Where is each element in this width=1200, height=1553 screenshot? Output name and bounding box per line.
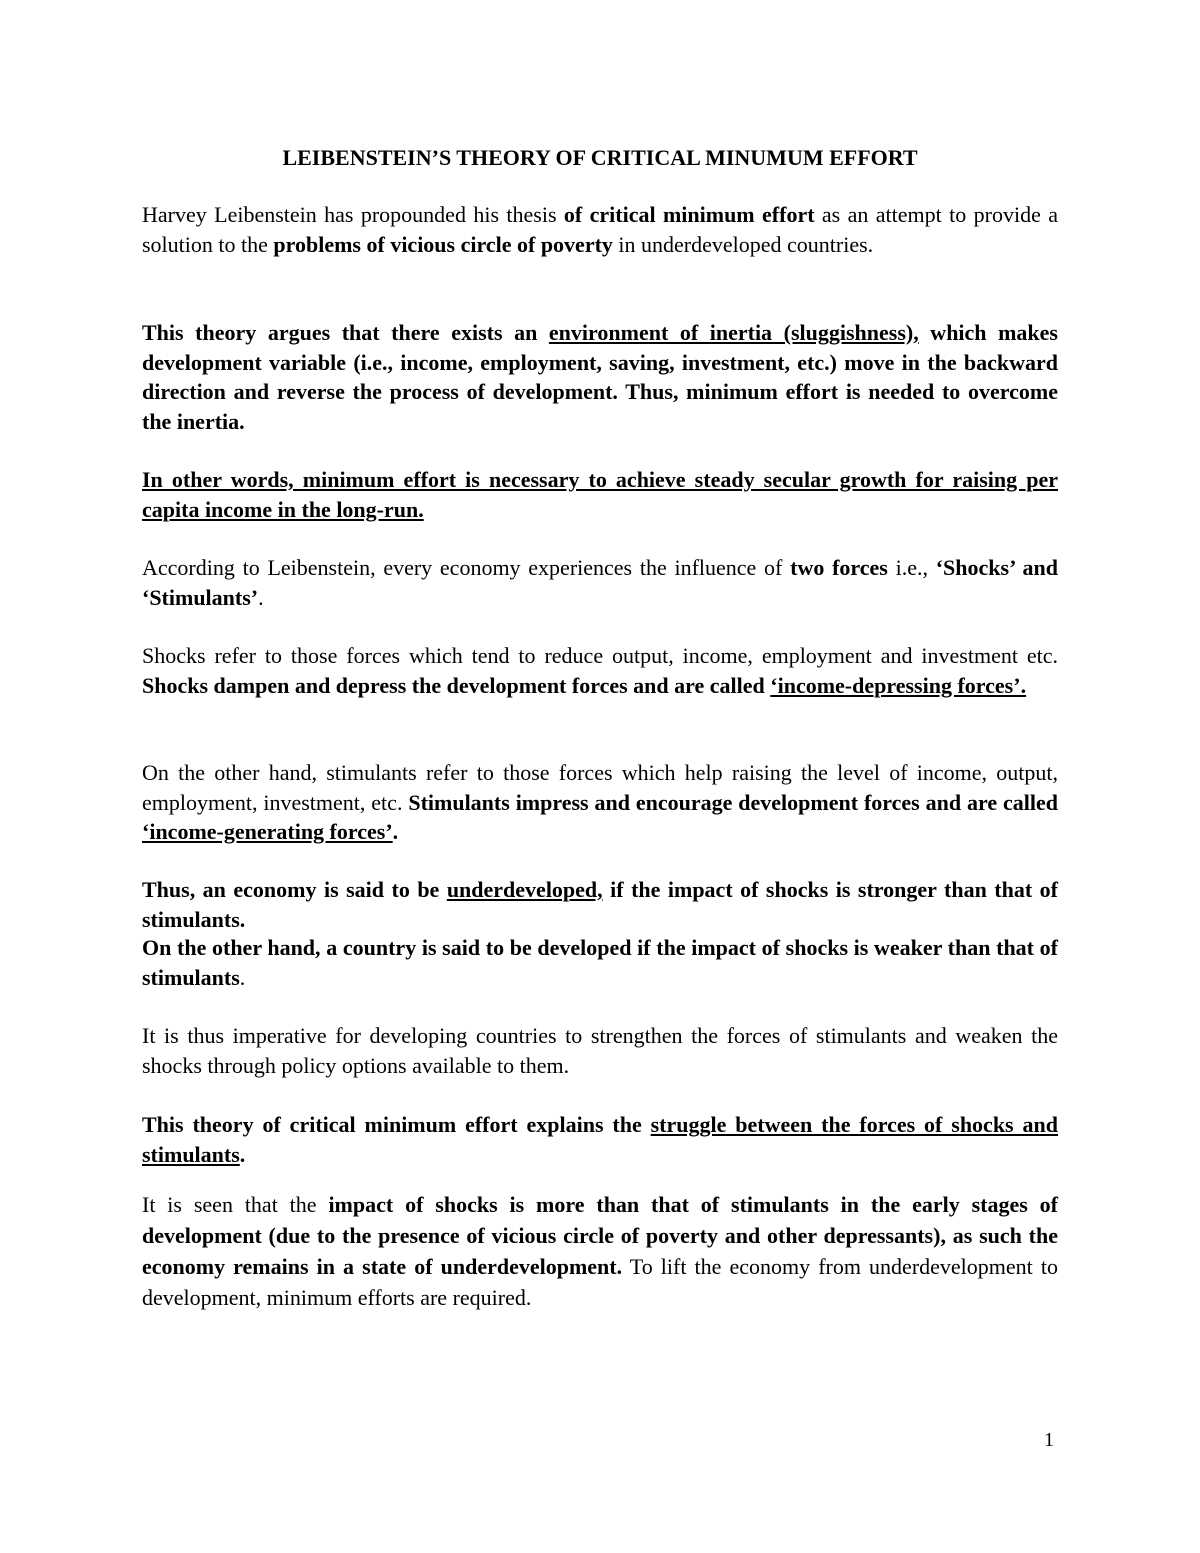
text-run: . [258, 584, 264, 610]
paragraph-inertia [142, 318, 1058, 436]
paragraph-two-forces [142, 553, 1058, 612]
text-run: Shocks dampen and depress the development forces and are called [142, 672, 771, 698]
page-number: 1 [1044, 1429, 1054, 1451]
text-run: Shocks refer to those forces which tend to reduce output, income, employment and investment etc. [142, 643, 1058, 668]
paragraph-other-words [142, 465, 1058, 524]
text-run: Harvey Leibenstein has propounded his thesis [142, 202, 564, 227]
text-run: in underdeveloped countries. [612, 231, 874, 257]
text-run: This theory of critical minimum effort explains the [142, 1112, 651, 1137]
text-run: which makes development variable (i.e., income, employment, saving, investment, etc.) move in the backward direction and reverse the process of development. Thus, minimum effort is needed to overcome the inertia. [142, 320, 1058, 434]
paragraph-stimulants [142, 758, 1058, 847]
paragraph-conclusion [142, 1189, 1058, 1313]
text-run: two forces [790, 555, 888, 580]
text-run: ‘income-depressing forces’. [770, 672, 1027, 698]
text-run: struggle between the forces of shocks and stimulants [142, 1112, 1058, 1167]
text-run: i.e., [887, 555, 936, 580]
text-run: impact of shocks is more than that of stimulants in the early stages of development (due to the presence of vicious circle of poverty and other depressants), as such the economy remains in a state of underdevelopment. [142, 1192, 1059, 1279]
paragraph-shocks [142, 641, 1058, 700]
text-run: This theory argues that there exists an [142, 320, 549, 345]
paragraph-struggle [142, 1110, 1058, 1169]
paragraph-developed [142, 933, 1058, 992]
text-run: On the other hand, a country is said to be developed if the impact of shocks is weaker than that of stimulants [142, 935, 1058, 990]
text-run: According to Leibenstein, every economy experiences the influence of [142, 555, 791, 580]
text-run: of critical minimum effort [563, 202, 815, 227]
paragraph-imperative [142, 1021, 1058, 1080]
document-title: LEIBENSTEIN’S THEORY OF CRITICAL MINUMUM EFFORT [282, 145, 918, 170]
text-run: On the other hand, stimulants refer to those forces which help raising the level of income, output, employment, investment, etc. [142, 760, 1058, 815]
text-run: environment of inertia (sluggishness), [548, 320, 919, 345]
text-run: as an attempt to provide a solution to the [142, 202, 1058, 257]
text-run: underdeveloped, [446, 877, 603, 902]
text-run: In other words, minimum effort is necessary to achieve steady secular growth for raising per capita income in the long-run. [142, 467, 1058, 522]
text-run: if the impact of shocks is stronger than that of stimulants. [142, 877, 1058, 932]
text-run: To lift the economy from underdevelopment to development, minimum efforts are required. [142, 1254, 1058, 1310]
text-run: It is thus imperative for developing countries to strengthen the forces of stimulants and weaken the shocks through policy options available to them. [142, 1023, 1058, 1078]
text-run: problems of vicious circle of poverty [273, 231, 613, 257]
text-run: Stimulants impress and encourage development forces and are called [408, 789, 1058, 815]
text-run: . [239, 964, 246, 990]
paragraph-underdeveloped [142, 875, 1058, 934]
text-run: . [239, 1141, 246, 1167]
paragraph-intro [142, 200, 1058, 259]
text-run: . [392, 819, 399, 844]
text-run: ‘income-generating forces’ [142, 819, 393, 844]
text-run: Thus, an economy is said to be [142, 877, 447, 902]
text-run: It is seen that the [142, 1192, 329, 1217]
text-run: ‘Shocks’ and ‘Stimulants’ [142, 555, 1058, 610]
